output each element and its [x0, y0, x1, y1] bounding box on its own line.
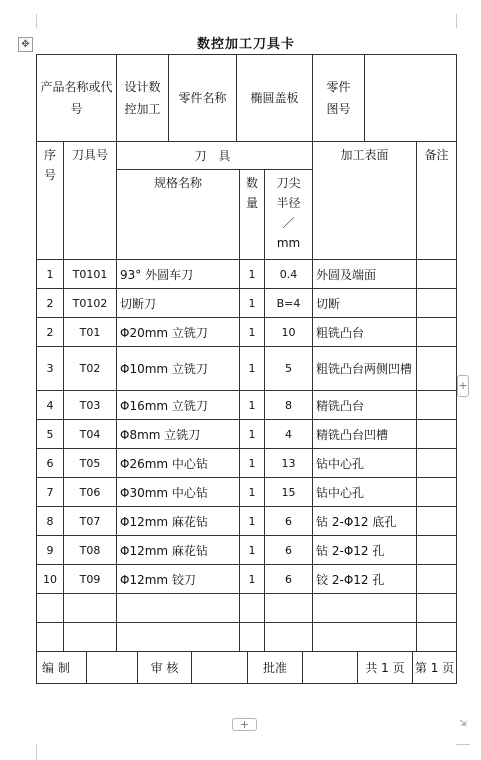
row-radius: 13: [265, 449, 313, 478]
row-remark: [417, 507, 457, 536]
crop-mark: [24, 14, 37, 28]
row-surface: 钻中心孔: [313, 449, 417, 478]
row-radius: 4: [265, 420, 313, 449]
row-spec: Φ16mm 立铣刀: [117, 391, 240, 420]
part-name-label: 零件名称: [169, 55, 237, 141]
table-resize-icon[interactable]: ⇲: [459, 719, 467, 729]
row-seq: 1: [37, 260, 64, 289]
row-surface: 精铣凸台凹槽: [313, 420, 417, 449]
row-tool-no: T07: [64, 507, 117, 536]
row-radius: 6: [265, 536, 313, 565]
row-spec: 93° 外圆车刀: [117, 260, 240, 289]
crop-mark: [456, 14, 458, 28]
row-qty: 1: [240, 507, 265, 536]
row-qty: 1: [240, 289, 265, 318]
row-surface: 外圆及端面: [313, 260, 417, 289]
row-seq: 6: [37, 449, 64, 478]
row-remark: [417, 318, 457, 347]
compile-value: [87, 652, 138, 683]
page-title: 数控加工刀具卡: [196, 37, 295, 52]
row-remark: [417, 420, 457, 449]
add-row-plus-icon[interactable]: +: [232, 718, 257, 731]
footer-cell: [37, 652, 457, 684]
col-tool-no: 刀具号: [64, 142, 117, 260]
row-tool-no: T0101: [64, 260, 117, 289]
row-seq: 7: [37, 478, 64, 507]
row-spec: Φ12mm 麻花钻: [117, 536, 240, 565]
row-tool-no: T01: [64, 318, 117, 347]
review-value: [192, 652, 248, 683]
row-surface: 粗铣凸台: [313, 318, 417, 347]
col-spec: 规格名称: [117, 170, 240, 260]
page-number: 第 1 页: [414, 661, 455, 675]
row-surface: 精铣凸台: [313, 391, 417, 420]
empty-row: [37, 594, 457, 623]
row-surface: 铰 2-Φ12 孔: [313, 565, 417, 594]
row-tool-no: T02: [64, 347, 117, 391]
row-surface: 粗铣凸台两侧凹槽: [313, 347, 417, 391]
row-seq: 4: [37, 391, 64, 420]
row-qty: 1: [240, 420, 265, 449]
row-tool-no: T0102: [64, 289, 117, 318]
empty-row: [37, 623, 457, 652]
total-pages: 共 1 页: [358, 652, 413, 683]
row-qty: 1: [240, 565, 265, 594]
row-qty: 1: [240, 391, 265, 420]
table-row: [37, 536, 457, 565]
row-qty: 1: [240, 478, 265, 507]
row-remark: [417, 565, 457, 594]
part-no-label: 零件图号: [313, 55, 365, 141]
row-remark: [417, 260, 457, 289]
row-radius: 0.4: [265, 260, 313, 289]
header-right: [313, 55, 457, 142]
row-seq: 10: [37, 565, 64, 594]
row-spec: Φ8mm 立铣刀: [117, 420, 240, 449]
row-qty: 1: [240, 536, 265, 565]
row-remark: [417, 391, 457, 420]
col-remark: 备注: [417, 142, 457, 260]
footer-row: [37, 652, 457, 684]
row-remark: [417, 289, 457, 318]
table-row: [37, 565, 457, 594]
row-seq: 5: [37, 420, 64, 449]
row-radius: 6: [265, 565, 313, 594]
row-seq: 2: [37, 289, 64, 318]
row-tool-no: T06: [64, 478, 117, 507]
row-seq: 2: [37, 318, 64, 347]
row-surface: 钻中心孔: [313, 478, 417, 507]
row-radius: 10: [265, 318, 313, 347]
review-label: 审 核: [138, 652, 192, 683]
row-spec: Φ12mm 麻花钻: [117, 507, 240, 536]
row-radius: 6: [265, 507, 313, 536]
tool-card-table: [36, 54, 457, 684]
row-qty: 1: [240, 260, 265, 289]
row-radius: 8: [265, 391, 313, 420]
crop-mark: [36, 744, 38, 760]
crop-mark: [456, 744, 470, 746]
table-row: [37, 289, 457, 318]
row-qty: 1: [240, 449, 265, 478]
row-spec: 切断刀: [117, 289, 240, 318]
table-row: [37, 507, 457, 536]
header-info-row: [37, 55, 457, 142]
table-row: [37, 318, 457, 347]
row-surface: 切断: [313, 289, 417, 318]
col-radius: 刀尖半径／mm: [265, 170, 313, 260]
row-spec: Φ10mm 立铣刀: [117, 347, 240, 391]
design-label: 设计数控加工: [117, 55, 169, 141]
row-radius: 15: [265, 478, 313, 507]
row-seq: 9: [37, 536, 64, 565]
approve-label: 批准: [248, 652, 303, 683]
row-remark: [417, 347, 457, 391]
col-qty: 数量: [240, 170, 265, 260]
row-tool-no: T09: [64, 565, 117, 594]
col-seq: 序号: [37, 142, 64, 260]
compile-label: 编 制: [37, 652, 87, 683]
table-move-handle-icon[interactable]: ✥: [18, 37, 33, 52]
row-radius: B=4: [265, 289, 313, 318]
table-row: [37, 478, 457, 507]
row-spec: Φ12mm 铰刀: [117, 565, 240, 594]
row-seq: 8: [37, 507, 64, 536]
row-spec: Φ20mm 立铣刀: [117, 318, 240, 347]
table-row: [37, 420, 457, 449]
table-row: [37, 260, 457, 289]
row-spec: Φ30mm 中心钻: [117, 478, 240, 507]
row-seq: 3: [37, 347, 64, 391]
col-surface: 加工表面: [313, 142, 417, 260]
part-name-value: 椭圆盖板: [250, 91, 299, 105]
column-header-row-1: [37, 142, 457, 170]
row-radius: 5: [265, 347, 313, 391]
add-column-plus-icon[interactable]: +: [457, 375, 469, 397]
row-remark: [417, 478, 457, 507]
table-row: [37, 449, 457, 478]
part-no-value: [365, 55, 456, 141]
table-row: [37, 391, 457, 420]
col-tool-group: 刀 具: [117, 142, 313, 170]
row-tool-no: T08: [64, 536, 117, 565]
row-remark: [417, 536, 457, 565]
row-qty: 1: [240, 347, 265, 391]
row-spec: Φ26mm 中心钻: [117, 449, 240, 478]
table-row: [37, 347, 457, 391]
approve-value: [303, 652, 358, 683]
row-tool-no: T03: [64, 391, 117, 420]
product-label: 产品名称或代号: [37, 55, 117, 142]
header-middle: [117, 55, 313, 142]
row-tool-no: T04: [64, 420, 117, 449]
row-surface: 钻 2-Φ12 底孔: [313, 507, 417, 536]
row-remark: [417, 449, 457, 478]
row-qty: 1: [240, 318, 265, 347]
row-tool-no: T05: [64, 449, 117, 478]
row-surface: 钻 2-Φ12 孔: [313, 536, 417, 565]
